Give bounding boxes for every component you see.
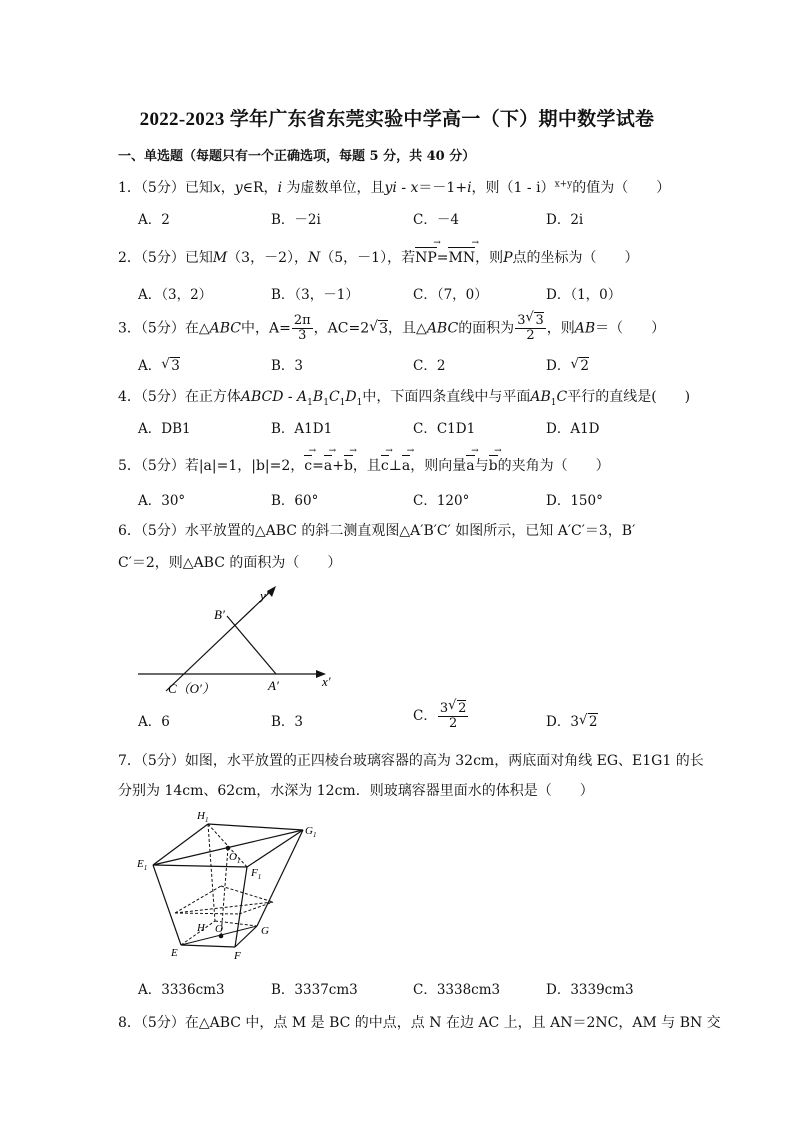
q3-od-rad: 2: [580, 358, 589, 374]
q3-a: A=: [268, 320, 291, 337]
vector-c-2: c →: [381, 458, 389, 474]
fraction-area: [515, 314, 546, 343]
vector-mn: MN →: [448, 250, 475, 266]
water-surface-top: [221, 886, 273, 902]
q6-od: D．3: [546, 714, 579, 730]
label-h1: $H_1$: [197, 810, 209, 824]
label-g: G: [261, 925, 269, 937]
vector-b: b →: [344, 458, 353, 474]
edge-e1-f1: [153, 865, 247, 867]
frustum-container-figure: [135, 806, 335, 966]
q3-t6: ，则: [546, 320, 575, 337]
label-g1: $G_1$: [305, 825, 317, 839]
q1-option-d[interactable]: D．2i: [546, 212, 584, 228]
q2-option-c[interactable]: C．（7，0）: [413, 287, 488, 303]
q3-oa-sqrt: [161, 358, 180, 374]
fraction-2pi-3: [292, 314, 313, 343]
q3-t1: 3．（5分）在△: [118, 320, 210, 337]
q6-od-sqrt: [579, 714, 598, 730]
q4-t2: 中，下面四条直线中与平面: [362, 389, 531, 405]
y-axis: [166, 591, 271, 691]
edge-e1-e: [153, 865, 181, 945]
q4-option-c[interactable]: C．C1D1: [413, 421, 476, 437]
q7-option-a[interactable]: A．3336cm3: [138, 982, 225, 998]
label-o1: $O_1$: [229, 851, 241, 865]
q1-x: x: [212, 180, 221, 196]
q6-option-b[interactable]: B．3: [271, 714, 304, 730]
q3-abc2: ABC: [426, 320, 459, 337]
section-heading: 一、单选题（每题只有一个正确选项，每题 5 分，共 40 分）: [118, 149, 476, 164]
q6-oc-den: 2: [448, 716, 458, 731]
q1-t1: 为虚数单位，且: [282, 180, 385, 196]
vector-b-2: b →: [489, 458, 498, 474]
q2-t2: （3，－2），: [227, 250, 308, 266]
q3-od-sqrt: [570, 358, 589, 374]
q3-oa-rad: 3: [171, 358, 180, 374]
q1-y: y: [234, 180, 243, 196]
q4-t3: 平行的直线是( ): [567, 389, 691, 405]
q5-t6: 的夹角为（ ）: [497, 458, 610, 474]
question-6-line-2: C′＝2，则△ABC 的面积为（ ）: [118, 555, 342, 571]
label-h: H: [197, 922, 205, 934]
q3-option-b[interactable]: B．3: [271, 358, 304, 374]
q3-t4: ，且△: [388, 320, 427, 337]
q6-oc-rad: 2: [458, 701, 467, 716]
q2-t5: 点的坐标为（ ）: [512, 250, 639, 266]
q2-p: P: [503, 250, 513, 266]
q1-option-c[interactable]: C．－4: [413, 212, 459, 228]
q6-option-c[interactable]: [413, 702, 469, 731]
label-f: F: [234, 950, 241, 962]
q1-ii: i: [467, 180, 472, 196]
q3-frac2-rad: 3: [535, 313, 544, 328]
q3-abc: ABC: [209, 320, 241, 337]
vector-c: c →: [304, 458, 312, 474]
q3-ab: AB: [574, 320, 596, 337]
label-e1: $E_1$: [137, 858, 148, 872]
q3-option-d[interactable]: [546, 354, 589, 374]
sqrt-3: [369, 321, 388, 337]
q5-t1: 5．（5分）若|a|=1，|b|=2，: [118, 458, 305, 474]
q5-t2: ，且: [352, 458, 381, 474]
q6-option-a[interactable]: A．6: [138, 714, 170, 730]
question-4: 4．（5分）在正方体ABCD - $A_1B_1C_1D_1$中，下面四条直线中与平面$AB_1C$平行的直线是( ): [118, 389, 691, 408]
q4-option-a[interactable]: A．DB1: [138, 421, 191, 437]
edge-f1-f: [235, 867, 247, 947]
q7-option-c[interactable]: C．3338cm3: [413, 982, 501, 998]
edge-g1-g: [257, 830, 303, 926]
q2-option-d[interactable]: D．（1，0）: [546, 287, 622, 303]
question-1: [118, 177, 670, 197]
vector-np: NP →: [415, 250, 437, 266]
q2-option-b[interactable]: B．（3，－1）: [271, 287, 359, 303]
label-a-prime: A′: [268, 678, 279, 693]
page-title: 2022-2023 学年广东省东莞实验中学高一（下）期中数学试卷: [139, 109, 655, 130]
q6-oc-num: [438, 702, 469, 717]
q3-od: D．: [546, 358, 571, 374]
vector-a-3: a →: [466, 458, 474, 474]
vector-a-2: a →: [402, 458, 410, 474]
point-o1: [226, 846, 231, 851]
q2-m: M: [212, 250, 228, 266]
q2-t4: ，则: [475, 250, 504, 266]
q5-option-c[interactable]: C．120°: [413, 493, 470, 509]
label-e: E: [171, 947, 178, 959]
q5-eq: =: [312, 458, 324, 474]
q5-plus: +: [332, 458, 344, 474]
q6-oc-coef: 3: [439, 701, 449, 716]
q1-option-b[interactable]: B．－2i: [271, 212, 321, 228]
q6-option-d[interactable]: [546, 710, 598, 730]
q1-t4: 的值为（ ）: [572, 180, 671, 196]
q1-exponent: x+y: [554, 179, 573, 190]
q7-option-d[interactable]: D．3339cm3: [546, 982, 634, 998]
label-b-prime: B′: [214, 607, 225, 622]
oblique-projection-figure: [130, 583, 350, 698]
q3-t2: 中，: [240, 320, 269, 337]
q5-perp: ⊥: [388, 458, 402, 474]
q5-t4: ，则向量: [410, 458, 467, 474]
q3-frac2-sqrt: [525, 313, 543, 328]
q6-od-rad: 2: [588, 714, 598, 730]
q1-in: ∈R，: [242, 180, 278, 196]
question-7-line-1: 7．（5分）如图，水平放置的正四棱台玻璃容器的高为 32cm，两底面对角线 EG、E1G1 的长: [118, 753, 704, 769]
question-8-line-1: 8．（5分）在△ABC 中，点 M 是 BC 的中点，点 N 在边 AC 上，且 AN＝2NC，AM 与 BN 交: [118, 1015, 721, 1031]
water-surface-front: [175, 913, 239, 914]
q2-n: N: [308, 250, 321, 266]
q3-option-a[interactable]: [138, 354, 180, 374]
q1-t2: ＝－1+: [418, 180, 468, 196]
edge-h1-h: [208, 824, 215, 921]
q5-option-b[interactable]: B．60°: [271, 493, 319, 509]
q4-t1: 4．（5分）在正方体: [118, 389, 241, 405]
q5-t5: 与: [474, 458, 489, 474]
q2-t3: （5，－1），若: [320, 250, 416, 266]
q1-t3: ，则（1 - i）: [471, 180, 555, 196]
q3-t7: ＝（ ）: [595, 320, 666, 337]
q4-cube: ABCD - A: [240, 389, 308, 405]
q3-frac2-den: 2: [526, 328, 535, 343]
q1-expr: yi - x: [384, 180, 419, 196]
q3-frac2-num: [515, 314, 546, 329]
question-6-line-1: 6．（5分）水平放置的△ABC 的斜二测直观图△A′B′C′ 如图所示，已知 A′C′＝3，B′: [118, 523, 636, 539]
q3-rad: 3: [379, 320, 389, 337]
q3-frac-den: 3: [298, 328, 307, 343]
question-5: [118, 455, 610, 475]
q3-frac2-coef: 3: [517, 313, 526, 328]
q4-option-b[interactable]: B．A1D1: [271, 421, 333, 437]
q3-option-c[interactable]: C．2: [413, 358, 446, 374]
q2-option-a[interactable]: A．（3，2）: [138, 287, 213, 303]
q7-option-b[interactable]: B．3337cm3: [271, 982, 358, 998]
label-c-origin: C（O′）: [168, 681, 215, 696]
q2-eq: =: [436, 250, 449, 266]
segment-b-a: [227, 616, 276, 674]
q1-option-a[interactable]: A．2: [138, 212, 170, 228]
q6-oc: C．: [413, 708, 437, 724]
q1-i: i: [277, 180, 283, 196]
vector-a: a →: [324, 458, 332, 474]
q6-oc-frac: [438, 702, 469, 731]
edge-h1-g1: [208, 824, 303, 830]
q6-oc-sqrt: [448, 701, 466, 716]
q3-oa: A．: [138, 358, 162, 374]
q5-option-a[interactable]: A．30°: [138, 493, 186, 509]
q2-t1: 2．（5分）已知: [118, 250, 213, 266]
q1-text: 1．（5分）已知: [118, 180, 213, 196]
label-x-prime: x′: [322, 674, 331, 689]
question-2: [118, 247, 639, 267]
question-3: [118, 314, 665, 343]
label-o: O: [215, 923, 223, 935]
q3-t3: ，AC=2: [313, 320, 370, 337]
q3-t5: 的面积为: [458, 320, 515, 337]
q4-option-d[interactable]: D．A1D: [546, 421, 600, 437]
q5-option-d[interactable]: D．150°: [546, 493, 603, 509]
edge-e-f: [181, 945, 235, 947]
q1-comma: ，: [220, 180, 235, 196]
label-f1: $F_1$: [251, 867, 262, 881]
question-7-line-2: 分别为 14cm、62cm，水深为 12cm．则玻璃容器里面水的体积是（ ）: [118, 783, 594, 799]
label-y-prime: y′: [260, 588, 269, 603]
q3-frac-num: 2π: [293, 313, 311, 328]
